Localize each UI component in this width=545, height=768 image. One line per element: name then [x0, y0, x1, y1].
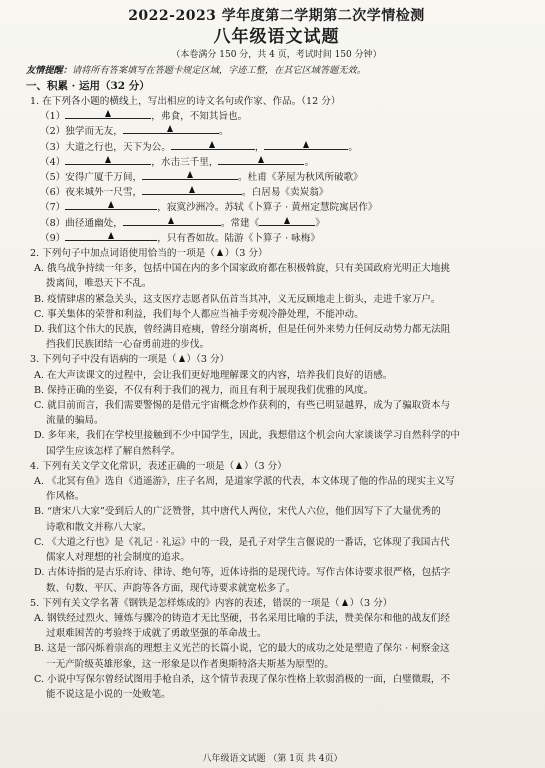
triangle-icon	[179, 355, 185, 362]
page-footer: 八年级语文试题 （第 1页 共 4页）	[202, 754, 343, 764]
item-text: 。杜甫《茅屋为秋风所破歌》	[238, 172, 363, 184]
q5-option-b-cont: 一无产阶级英雄形象，这一形象是以作者奥斯特洛夫斯基为原型的。	[46, 658, 334, 670]
q1-item-8	[26, 216, 527, 231]
q5-option-a[interactable]: A. 钢铁经过烈火、锤炼与骤冷的铸造才无比坚硬，书名采用比喻的手法，赞美保尔和他的战友们经	[34, 612, 450, 624]
answer-blank[interactable]	[65, 109, 151, 119]
item-number: （3）	[40, 141, 66, 153]
q4-stem-text: 4. 下列有关文学文化常识，表述正确的一项是（	[30, 460, 235, 472]
item-number: （7）	[40, 202, 66, 214]
q4-option-c-cont: 儒家人对理想的社会制度的追求。	[46, 552, 190, 564]
item-text: 。	[348, 141, 359, 153]
q2-option-d[interactable]: D. 我们这个伟大的民族，曾经满目疮痍，曾经分崩离析，但是任何外来势力任何反动势力都无法阻	[34, 324, 451, 336]
friendly-tip	[26, 63, 527, 78]
q3-option-d[interactable]: D. 多年来，我们在学校里接触到不少中国学生，因此，我想借这个机会向大家谈谈学习自然科学的中	[34, 430, 460, 442]
answer-blank[interactable]	[171, 140, 255, 150]
answer-blank[interactable]	[218, 155, 304, 165]
q1-item-9	[26, 231, 527, 246]
triangle-icon	[168, 217, 174, 224]
q1-stem: 1. 在下列各小题的横线上，写出相应的诗文名句或作家、作品。（12 分）	[30, 96, 341, 107]
q3-stem	[26, 352, 527, 367]
q2-stem-end: ）（3 分）	[224, 248, 268, 260]
triangle-icon	[342, 599, 348, 606]
q5-stem	[26, 596, 527, 611]
q4-option-d-cont: 数、句数、平仄、声韵等各方面，现代诗要求就宽松多了。	[46, 582, 296, 594]
q1-item-5	[26, 170, 527, 185]
exam-title: 2022-2023 学年度第二学期第二次学情检测	[128, 8, 425, 24]
q3-option-c-cont: 流量的骗局。	[46, 415, 104, 427]
q4-option-c[interactable]: C. 《大道之行也》是《礼记 · 礼运》中的一段，是孔子对学生言偃说的一番话，它体现了我国古代	[34, 536, 450, 548]
exam-note: （本卷满分 150 分，共 4 页，考试时间 150 分钟）	[171, 50, 382, 60]
item-number: （8）	[40, 217, 66, 229]
q5-option-a-cont: 过艰难困苦的考验终于成就了勇敢坚强的革命战士。	[46, 628, 267, 640]
answer-blank[interactable]	[65, 231, 157, 241]
item-text: ，	[254, 141, 265, 153]
answer-blank[interactable]	[264, 140, 348, 150]
q2-stem	[26, 246, 527, 261]
triangle-icon	[105, 156, 111, 163]
item-text: 》	[315, 217, 325, 229]
triangle-icon	[258, 156, 264, 163]
item-text: 。常建《	[220, 217, 260, 229]
item-text: ，水击三千里，	[151, 156, 219, 168]
q3-option-b[interactable]: B. 保持正确的坐姿，不仅有利于我们的视力，而且有利于展现我们优雅的风度。	[34, 384, 374, 396]
q1-item-2	[26, 124, 527, 139]
q2-option-a-cont: 拨离间，唯恐天下不乱。	[46, 278, 152, 290]
exam-subtitle: 八年级语文试题	[213, 27, 340, 47]
q2-option-d-cont: 挡我们民族团结一心奋勇前进的步伐。	[46, 339, 210, 351]
triangle-icon	[284, 217, 290, 224]
q2-option-a[interactable]: A. 俄乌战争持续一年多，包括中国在内的多个国家政府都在积极斡旋，只有美国政府光明正大地挑	[34, 263, 450, 275]
triangle-icon	[105, 110, 111, 117]
item-number: （5）	[40, 172, 66, 184]
q1-item-3	[26, 140, 527, 155]
answer-blank[interactable]	[142, 185, 242, 195]
q3-option-c[interactable]: C. 就目前而言，我们需要警惕的是借元宇宙概念炒作获利的，有些已明显越界，成为了骗取资本与	[34, 400, 451, 412]
tip-text: 请将所有答案填写在答题卡规定区域，字迹工整，在其它区域答题无效。	[71, 65, 366, 76]
item-text: 独学而无友，	[65, 126, 123, 138]
item-number: （1）	[40, 111, 66, 123]
q5-option-b[interactable]: B. 这是一部闪烁着崇高的理想主义光芒的长篇小说，它的最大的成功之处是塑造了保尔 · 柯察金这	[34, 643, 450, 655]
item-text: ，只有香如故。陆游《卜算子 · 咏梅》	[157, 232, 320, 244]
item-text: ，弗食，不知其旨也。	[151, 111, 248, 123]
answer-blank[interactable]	[65, 155, 151, 165]
answer-blank[interactable]	[123, 124, 219, 134]
q5-stem-end: ）（3 分）	[349, 597, 393, 609]
answer-blank[interactable]	[123, 216, 221, 226]
q3-stem-text: 3. 下列句子中没有语病的一项是（	[30, 354, 177, 366]
answer-blank[interactable]	[65, 200, 157, 210]
triangle-icon	[209, 141, 215, 148]
item-text: 夜来城外一尺雪，	[65, 187, 143, 199]
item-text: 。	[218, 126, 229, 138]
answer-blank[interactable]	[142, 170, 238, 180]
q4-option-a[interactable]: A. 《北冥有鱼》选自《逍遥游》，庄子名周，是道家学派的代表，本文体现了他的作品的现实主义写	[34, 476, 455, 488]
item-text: ，寂寞沙洲冷。苏轼《卜算子 · 黄州定慧院寓居作》	[157, 202, 378, 214]
q4-option-b[interactable]: B. “唐宋八大家”受到后人的广泛赞誉，其中唐代人两位，宋代人六位，他们因写下了大量优秀的	[34, 506, 441, 518]
triangle-icon	[217, 249, 223, 256]
item-number: （2）	[40, 126, 66, 138]
q3-option-d-cont: 国学生应该怎样了解自然科学。	[46, 445, 181, 457]
q2-stem-text: 2. 下列句子中加点词语使用恰当的一项是（	[30, 248, 215, 260]
q1-item-6	[26, 185, 527, 200]
answer-blank[interactable]	[259, 216, 315, 226]
q3-stem-end: ）（3 分）	[186, 354, 230, 366]
triangle-icon	[108, 201, 114, 208]
item-text: 。	[304, 156, 315, 168]
item-text: 大道之行也，天下为公。	[65, 141, 171, 153]
item-number: （9）	[40, 232, 66, 244]
q4-stem-end: ）（3 分）	[244, 460, 287, 472]
item-text: 曲径通幽处，	[65, 217, 123, 229]
q2-option-c[interactable]: C. 事关集体的荣誉和利益，我们每个人都应当袖手旁观冷静处理，不能冲动。	[34, 308, 364, 320]
q1-item-7	[26, 200, 527, 215]
triangle-icon	[167, 125, 173, 132]
q2-option-b[interactable]: B. 疫情肆虐的紧急关头，这支医疗志愿者队伍首当其冲，义无反顾地走上街头，走进千家万户。	[34, 293, 441, 305]
q3-option-a[interactable]: A. 在大声读课文的过程中，会让我们更好地理解课文的内容，培养我们良好的语感。	[34, 369, 393, 381]
q4-stem	[26, 459, 527, 474]
q4-option-d[interactable]: D. 古体诗指的是古乐府诗、律诗、绝句等，近体诗指的是现代诗。写作古体诗要求很严格，包括字	[34, 567, 451, 579]
item-text: 安得广厦千万间，	[65, 172, 143, 184]
q1-item-1	[26, 109, 527, 124]
q5-option-c[interactable]: C. 小说中写保尔曾经试图用手枪自杀，这个情节表现了保尔性格上软弱消极的一面，白璧微瑕，不	[34, 673, 451, 685]
q4-option-b-cont: 诗歌和散文并称八大家。	[46, 521, 152, 533]
q4-option-a-cont: 作风格。	[46, 491, 85, 503]
triangle-icon	[187, 171, 193, 178]
q5-option-c-cont: 能不说这是小说的一处败笔。	[46, 688, 171, 700]
q1-item-4	[26, 155, 527, 170]
item-text: 。白居易《卖炭翁》	[242, 187, 329, 199]
tip-label: 友情提醒：	[26, 65, 72, 76]
triangle-icon	[189, 186, 195, 193]
triangle-icon	[108, 232, 114, 239]
triangle-icon	[303, 141, 309, 148]
q5-stem-text: 5. 下列有关文学名著《钢铁是怎样炼成的》内容的表述，错误的一项是（	[30, 597, 340, 609]
item-number: （4）	[40, 156, 66, 168]
triangle-icon	[236, 462, 242, 469]
item-number: （6）	[40, 187, 66, 199]
section-heading: 一、积累 · 运用（32 分）	[26, 80, 150, 92]
